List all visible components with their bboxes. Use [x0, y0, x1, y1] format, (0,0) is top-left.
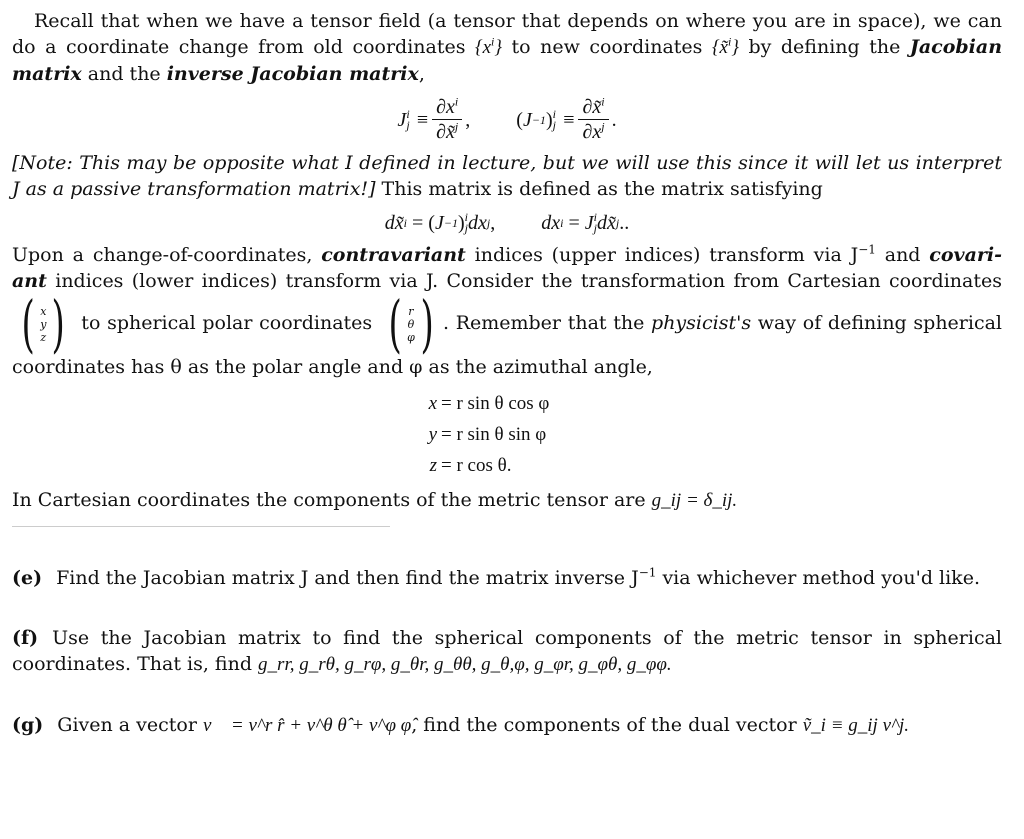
intro-text-4: and the [81, 63, 167, 85]
equation-row-z: z = r cos θ. [429, 455, 512, 476]
jacobian-term: Jacobian matrix [12, 36, 1003, 85]
part-g-text-2: , find the components of the dual vector [411, 714, 803, 736]
transform-text-6: . Remember that the [442, 312, 652, 334]
inverse-jacobian-term: inverse Jacobian matrix [166, 63, 419, 85]
contravariant-term: contravariant [321, 244, 466, 266]
part-e: (e) Find the Jacobian matrix J and then find the matrix inverse $J^{-1}$ via whichever method you'd like. [12, 565, 980, 589]
cartesian-vector: ( x y z ) [21, 287, 66, 360]
inverse-jacobian-equation: ( J −1 ) i j ≡ $\frac{\partial x̃^i}{\partial x^j}$ . [516, 94, 617, 143]
note-italic: [Note: This may be opposite what I defined in lecture, but we will use this since it will let us interpret J as a passive transformation matrix!] [12, 152, 1002, 200]
new-coords: {x̃$^i$} [711, 34, 739, 58]
note-rest: This matrix is defined as the matrix satisfying [375, 178, 823, 200]
old-coords: $\{x^i\}$ [475, 34, 502, 58]
intro-text-5: , [418, 63, 425, 85]
intro-paragraph [12, 8, 1002, 87]
part-f-expression: g_rr, g_rθ, g_rφ, g_θr, g_θθ, g_θ,φ, g_φr, g_φθ, g_φφ. [258, 654, 672, 675]
part-g-label: (g) [12, 714, 44, 736]
part-g [12, 712, 1002, 739]
intro-text-2: to new coordinates [502, 36, 712, 58]
metric-paragraph [12, 487, 1002, 514]
part-g-dual-expression: ṽ_i ≡ g_ij v^j. [802, 715, 910, 736]
physicist-term: physicist's [651, 312, 752, 334]
part-f-label: (f) [12, 627, 39, 649]
problem-page [12, 8, 1002, 739]
part-e-label: (e) [12, 567, 43, 589]
metric-expression: g_ij = δ_ij. [651, 490, 738, 511]
differential-equation-2: dx i = J i j dx̃ j .. [541, 210, 630, 235]
spherical-vector: ( r θ φ ) [388, 287, 434, 360]
intro-text-3: by defining the [738, 36, 910, 58]
covariant-term: covari-ant [12, 244, 1003, 292]
part-f [12, 625, 1002, 678]
transform-text-3: and [875, 244, 930, 266]
differential-equations [12, 210, 1002, 236]
part-f-text: Use the Jacobian matrix to find the spherical components of the metric tensor in spherical coordinates. That is, find [12, 627, 1002, 675]
equation-row-x: x = r sin θ cos φ [428, 393, 550, 414]
spherical-equations [12, 388, 1002, 481]
intro-text-1: Recall that when we have a tensor field (a tensor that depends on where you are in space), we can do a coordinate change from old coordinates [12, 10, 1002, 58]
inverse-jacobian-fraction: $\frac{\partial x̃^i}{\partial x^j}$ [578, 95, 608, 144]
jacobian-equation: J i j ≡ $\frac{\partial x^i}{\partial x̃^j}$ , [397, 94, 471, 143]
part-g-vector-expression: v⃗ = v^r r̂ + v^θ θ̂ + v^φ φ̂ [202, 715, 412, 736]
part-e-text-2: via whichever method you'd like. [656, 567, 980, 589]
equation-row-y: y = r sin θ sin φ [428, 424, 547, 445]
transform-paragraph: Upon a change-of-coordinates, contravariant indices (upper indices) transform via $J^{-1}$ and covari-ant indices (lower indices) transform via J. Consider the transformation from Cartesian coordinates ( x y z ) to spherical polar coordinates ( r θ φ ) . Remember that the physicist's way of defining spherical coordinates has θ as the polar angle and φ as the azimuthal angle, [12, 242, 1003, 378]
jacobian-definitions [12, 95, 1002, 144]
transform-text-2: indices (upper indices) transform via J [465, 244, 859, 266]
metric-text: In Cartesian coordinates the components of the metric tensor are [12, 489, 652, 511]
transform-text-7: way of defining spherical coordinates has θ as the polar angle and φ as the azimuthal angle, [12, 312, 1003, 378]
part-g-text: Given a vector [57, 714, 203, 736]
transform-text-1: Upon a change-of-coordinates, [12, 244, 322, 266]
transform-text-4: indices (lower indices) transform via J. Consider the transformation from Cartesian coordinates [46, 270, 1002, 292]
part-e-text: Find the Jacobian matrix J and then find the matrix inverse J [56, 567, 639, 589]
section-divider [12, 526, 390, 527]
note-paragraph [12, 150, 1002, 202]
differential-equation-1: dx̃ i = ( J −1 ) i j dx j , [384, 210, 496, 235]
transform-text-5: to spherical polar coordinates [74, 312, 379, 334]
jacobian-fraction: $\frac{\partial x^i}{\partial x̃^j}$ [432, 95, 462, 144]
